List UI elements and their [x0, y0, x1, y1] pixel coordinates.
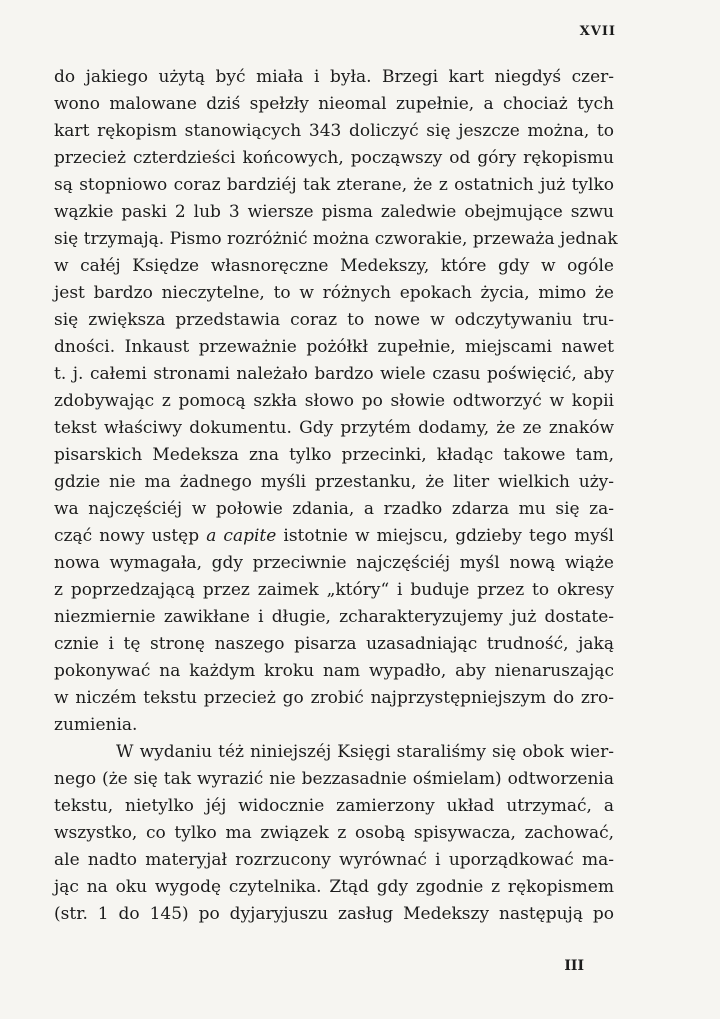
- text-line: pisarskich Medeksza zna tylko przecinki, kładąc takowe tam,: [54, 445, 614, 465]
- text-line-paragraph-end: zumienia.: [54, 715, 138, 735]
- text-line: tekst właściwy dokumentu. Gdy przytém dodamy, że ze znaków: [54, 418, 614, 438]
- text-line: do jakiego użytą być miała i była. Brzegi kart niegdyś czer-: [54, 67, 614, 87]
- text-line: jąc na oku wygodę czytelnika. Ztąd gdy zgodnie z rękopismem: [54, 877, 614, 897]
- text-line-paragraph-start: W wydaniu téż niniejszéj Księgi staraliśmy się obok wier-: [116, 742, 614, 762]
- text-line: się trzymają. Pismo rozróżnić można czworakie, przeważa jednak: [54, 229, 618, 249]
- text-line: przecież czterdzieści końcowych, począwszy od góry rękopismu: [54, 148, 614, 168]
- text-line: są stopniowo coraz bardziéj tak zterane, że z ostatnich już tylko: [54, 175, 614, 195]
- text-line: t. j. całemi stronami należało bardzo wiele czasu poświęcić, aby: [54, 364, 614, 384]
- signature-mark: III: [564, 958, 584, 974]
- text-line-with-italic: [54, 523, 614, 550]
- text-line: gdzie nie ma żadnego myśli przestanku, że liter wielkich uży-: [54, 472, 614, 492]
- text-line: pokonywać na każdym kroku nam wypadło, aby nienaruszając: [54, 661, 614, 681]
- page-number: XVII: [579, 24, 616, 39]
- text-line: (str. 1 do 145) po dyjaryjuszu zasług Medekszy następują po: [54, 904, 614, 924]
- text-line: wa najczęściéj w połowie zdania, a rzadko zdarza mu się za-: [54, 499, 614, 519]
- text-line: w całéj Księdze własnoręczne Medekszy, które gdy w ogóle: [54, 256, 614, 276]
- text-line: niezmiernie zawikłane i długie, zcharakteryzujemy już dostate-: [54, 607, 614, 627]
- italic-phrase: a capite: [206, 526, 277, 546]
- text-line: się zwiększa przedstawia coraz to nowe w odczytywaniu tru-: [54, 310, 614, 330]
- text-line: jest bardzo nieczytelne, to w różnych epokach życia, mimo że: [54, 283, 614, 303]
- text-line: tekstu, nietylko jéj widocznie zamierzony układ utrzymać, a: [54, 796, 614, 816]
- text-fragment: cząć nowy ustęp: [54, 526, 207, 546]
- text-line: z poprzedzającą przez zaimek „który“ i buduje przez to okresy: [54, 580, 614, 600]
- text-line: wszystko, co tylko ma związek z osobą spisywacza, zachować,: [54, 823, 614, 843]
- body-text: [54, 64, 618, 928]
- text-line: dności. Inkaust przeważnie pożółkł zupełnie, miejscami nawet: [54, 337, 614, 357]
- text-line: kart rękopism stanowiących 343 doliczyć się jeszcze można, to: [54, 121, 614, 141]
- text-fragment: istotnie w miejscu, gdzieby tego myśl: [276, 526, 614, 546]
- text-line: zdobywając z pomocą szkła słowo po słowie odtworzyć w kopii: [54, 391, 614, 411]
- text-line: ale nadto materyjał rozrzucony wyrównać i uporządkować ma-: [54, 850, 614, 870]
- text-line: wązkie paski 2 lub 3 wiersze pisma zaledwie obejmujące szwu: [54, 202, 614, 222]
- text-line: w niczém tekstu przecież go zrobić najprzystępniejszym do zro-: [54, 688, 614, 708]
- text-line: nego (że się tak wyrazić nie bezzasadnie ośmielam) odtworzenia: [54, 769, 614, 789]
- text-line: nowa wymagała, gdy przeciwnie najczęściéj myśl nową wiąże: [54, 553, 614, 573]
- text-line: cznie i tę stronę naszego pisarza uzasadniając trudność, jaką: [54, 634, 614, 654]
- text-line: wono malowane dziś spełzły nieomal zupełnie, a chociaż tych: [54, 94, 614, 114]
